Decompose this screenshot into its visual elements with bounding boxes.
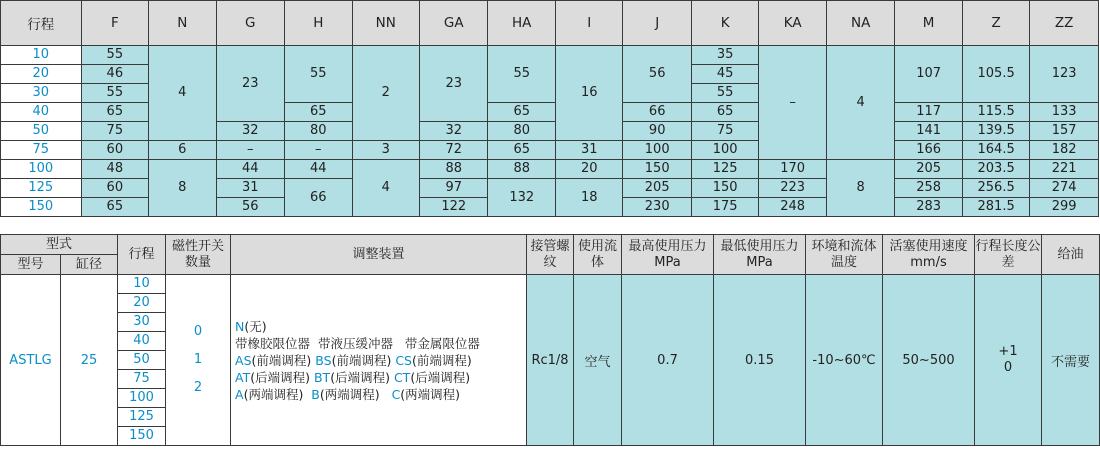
stroke-cell: 10 <box>1 46 82 65</box>
ga-cell: 97 <box>420 179 488 198</box>
j-cell: 90 <box>623 122 691 141</box>
col-header: M <box>895 1 962 46</box>
j-cell: 66 <box>623 103 691 122</box>
tolerance-cell <box>975 275 1042 446</box>
adjust-desc: (两端调程) <box>400 386 461 402</box>
stroke-cell: 20 <box>1 65 82 84</box>
f-cell: 60 <box>81 141 148 160</box>
k-cell: 45 <box>691 65 758 84</box>
adjust-type: 带橡胶限位器 <box>235 335 311 351</box>
stroke-cell: 50 <box>118 351 166 370</box>
z-cell: 256.5 <box>962 179 1029 198</box>
ha-cell: 132 <box>488 179 555 217</box>
j-cell: 56 <box>623 46 691 103</box>
temp-cell: -10~60℃ <box>806 275 883 446</box>
col-header: Z <box>962 1 1029 46</box>
stroke-cell: 150 <box>118 427 166 446</box>
speed-cell: 50~500 <box>883 275 975 446</box>
switch-header: 磁性开关数量 <box>166 235 231 275</box>
g-cell: 44 <box>216 160 284 179</box>
lube-header: 给油 <box>1042 235 1100 275</box>
i-cell: 31 <box>555 141 622 160</box>
stroke-cell: 40 <box>1 103 82 122</box>
switch-count: 0 <box>193 324 203 339</box>
z-cell: 281.5 <box>962 198 1029 217</box>
k-cell: 35 <box>691 46 758 65</box>
f-cell: 65 <box>81 198 148 217</box>
table-row <box>1 160 1099 179</box>
adjust-row <box>235 386 526 403</box>
stroke-cell: 30 <box>118 313 166 332</box>
zz-cell: 182 <box>1030 141 1099 160</box>
tolerance-header: 行程长度公差 <box>975 235 1042 275</box>
ga-cell: 72 <box>420 141 488 160</box>
model-header: 型号 <box>1 255 61 275</box>
i-cell: 18 <box>555 179 622 217</box>
col-header: NA <box>826 1 894 46</box>
z-cell: 139.5 <box>962 122 1029 141</box>
col-header: J <box>623 1 691 46</box>
n-cell: 6 <box>149 141 216 160</box>
dimension-header-row <box>1 1 1099 46</box>
j-cell: 100 <box>623 141 691 160</box>
col-header: K <box>691 1 758 46</box>
adjust-desc: (后端调程) <box>410 369 471 385</box>
adjust-code: CT <box>393 369 411 385</box>
col-header: N <box>149 1 216 46</box>
m-cell: 258 <box>895 179 962 198</box>
h-cell: 80 <box>285 122 352 141</box>
adjust-desc: (两端调程) <box>243 386 304 402</box>
col-header: ZZ <box>1030 1 1099 46</box>
speed-label: 活塞使用速度 <box>889 238 968 254</box>
zz-cell: 123 <box>1030 46 1099 103</box>
k-cell: 55 <box>691 84 758 103</box>
m-cell: 205 <box>895 160 962 179</box>
pmin-label: 最低使用压力 <box>720 238 799 254</box>
h-cell: 44 <box>285 160 352 179</box>
k-cell: 65 <box>691 103 758 122</box>
tolerance-lower: 0 <box>1003 360 1013 375</box>
f-cell: 55 <box>81 84 148 103</box>
na-cell: 8 <box>826 160 894 217</box>
g-cell: 31 <box>216 179 284 198</box>
col-header: HA <box>488 1 555 46</box>
ka-cell: 170 <box>759 160 826 179</box>
adjust-header: 调整装置 <box>231 235 527 275</box>
j-cell: 205 <box>623 179 691 198</box>
adjust-none <box>235 318 526 335</box>
lube-cell: 不需要 <box>1042 275 1100 446</box>
adjust-code: N <box>235 318 245 334</box>
col-header: 行程 <box>1 1 82 46</box>
stroke-cell: 150 <box>1 198 82 217</box>
k-cell: 100 <box>691 141 758 160</box>
zz-cell: 299 <box>1030 198 1099 217</box>
adjust-row <box>235 369 526 386</box>
z-cell: 105.5 <box>962 46 1029 103</box>
g-cell: 56 <box>216 198 284 217</box>
adjust-type: 带金属限位器 <box>404 335 480 351</box>
dimension-table <box>0 0 1099 217</box>
j-cell: 230 <box>623 198 691 217</box>
ka-cell: 223 <box>759 179 826 198</box>
col-header: H <box>285 1 352 46</box>
stroke-cell: 75 <box>1 141 82 160</box>
pmin-unit: MPa <box>746 254 773 270</box>
adjust-desc: (两端调程) <box>319 386 380 402</box>
col-header: I <box>555 1 622 46</box>
adjust-types <box>235 335 526 352</box>
stroke-cell: 50 <box>1 122 82 141</box>
m-cell: 117 <box>895 103 962 122</box>
adjust-desc: (前端调程) <box>251 352 312 368</box>
z-cell: 164.5 <box>962 141 1029 160</box>
adjust-code: B <box>311 386 320 402</box>
adjust-code: AT <box>235 369 251 385</box>
pmax-cell: 0.7 <box>622 275 714 446</box>
z-cell: 115.5 <box>962 103 1029 122</box>
stroke-cell: 125 <box>118 408 166 427</box>
n-cell: 4 <box>149 46 216 141</box>
table-row <box>1 141 1099 160</box>
g-cell: 32 <box>216 122 284 141</box>
tolerance-upper: +1 <box>998 344 1018 359</box>
f-cell: 75 <box>81 122 148 141</box>
zz-cell: 157 <box>1030 122 1099 141</box>
adjust-code: A <box>235 386 244 402</box>
adjust-row <box>235 352 526 369</box>
col-header: G <box>216 1 284 46</box>
ga-cell: 32 <box>420 122 488 141</box>
ga-cell: 122 <box>420 198 488 217</box>
f-cell: 48 <box>81 160 148 179</box>
m-cell: 107 <box>895 46 962 103</box>
col-header: KA <box>759 1 826 46</box>
nn-cell: 4 <box>352 160 419 217</box>
g-cell: 23 <box>216 46 284 122</box>
zz-cell: 133 <box>1030 103 1099 122</box>
m-cell: 166 <box>895 141 962 160</box>
ha-cell: 65 <box>488 103 555 122</box>
ha-cell: 80 <box>488 122 555 141</box>
na-cell: 4 <box>826 46 894 160</box>
pmax-header <box>622 235 714 275</box>
fluid-header: 使用流体 <box>574 235 622 275</box>
zz-cell: 221 <box>1030 160 1099 179</box>
f-cell: 65 <box>81 103 148 122</box>
table-row <box>1 275 1100 294</box>
spec-header-row <box>1 235 1100 255</box>
pmax-label: 最高使用压力 <box>628 238 707 254</box>
stroke-cell: 30 <box>1 84 82 103</box>
h-cell: 55 <box>285 46 352 103</box>
k-cell: 175 <box>691 198 758 217</box>
h-cell: 66 <box>285 179 352 217</box>
bore-cell: 25 <box>61 275 118 446</box>
stroke-cell: 100 <box>1 160 82 179</box>
spec-table <box>0 234 1100 446</box>
adjust-code: AS <box>235 352 252 368</box>
pmin-header <box>714 235 806 275</box>
type-header: 型式 <box>1 235 118 255</box>
pmax-unit: MPa <box>654 254 681 270</box>
adjust-code: CS <box>395 352 412 368</box>
k-cell: 125 <box>691 160 758 179</box>
switch-count: 2 <box>193 380 203 395</box>
adjust-code: BS <box>315 352 332 368</box>
f-cell: 46 <box>81 65 148 84</box>
adjust-desc: (无) <box>244 318 267 334</box>
stroke-header: 行程 <box>118 235 166 275</box>
switch-count: 1 <box>193 352 203 367</box>
stroke-cell: 20 <box>118 294 166 313</box>
table-row <box>1 46 1099 65</box>
ha-cell: 88 <box>488 160 555 179</box>
nn-cell: 3 <box>352 141 419 160</box>
ga-cell: 23 <box>420 46 488 122</box>
pmin-cell: 0.15 <box>714 275 806 446</box>
speed-header <box>883 235 975 275</box>
h-cell: – <box>285 141 352 160</box>
adjust-desc: (前端调程) <box>331 352 392 368</box>
i-cell: 16 <box>555 46 622 141</box>
nn-cell: 2 <box>352 46 419 141</box>
adjust-cell <box>231 275 527 446</box>
k-cell: 150 <box>691 179 758 198</box>
stroke-cell: 125 <box>1 179 82 198</box>
stroke-cell: 40 <box>118 332 166 351</box>
stroke-cell: 100 <box>118 389 166 408</box>
adjust-type: 带液压缓冲器 <box>317 335 393 351</box>
fluid-cell: 空气 <box>574 275 622 446</box>
temp-header: 环境和流体温度 <box>806 235 883 275</box>
col-header: NN <box>352 1 419 46</box>
z-cell: 203.5 <box>962 160 1029 179</box>
ka-cell: – <box>759 46 826 160</box>
j-cell: 150 <box>623 160 691 179</box>
ha-cell: 55 <box>488 46 555 103</box>
stroke-cell: 10 <box>118 275 166 294</box>
f-cell: 55 <box>81 46 148 65</box>
adjust-desc: (后端调程) <box>250 369 310 385</box>
adjust-code: C <box>391 386 401 402</box>
switch-count-cell <box>166 275 231 446</box>
stroke-cell: 75 <box>118 370 166 389</box>
g-cell: – <box>216 141 284 160</box>
speed-unit: mm/s <box>910 254 947 270</box>
adjust-desc: (前端调程) <box>411 352 472 368</box>
h-cell: 65 <box>285 103 352 122</box>
adjust-desc: (后端调程) <box>330 369 390 385</box>
ka-cell: 248 <box>759 198 826 217</box>
adjust-code: BT <box>313 369 331 385</box>
ga-cell: 88 <box>420 160 488 179</box>
m-cell: 141 <box>895 122 962 141</box>
ha-cell: 65 <box>488 141 555 160</box>
bore-header: 缸径 <box>61 255 118 275</box>
col-header: GA <box>420 1 488 46</box>
col-header: F <box>81 1 148 46</box>
port-cell: Rc1/8 <box>527 275 574 446</box>
m-cell: 283 <box>895 198 962 217</box>
f-cell: 60 <box>81 179 148 198</box>
model-cell: ASTLG <box>1 275 61 446</box>
k-cell: 75 <box>691 122 758 141</box>
zz-cell: 274 <box>1030 179 1099 198</box>
n-cell: 8 <box>149 160 216 217</box>
port-header: 接管螺纹 <box>527 235 574 275</box>
i-cell: 20 <box>555 160 622 179</box>
